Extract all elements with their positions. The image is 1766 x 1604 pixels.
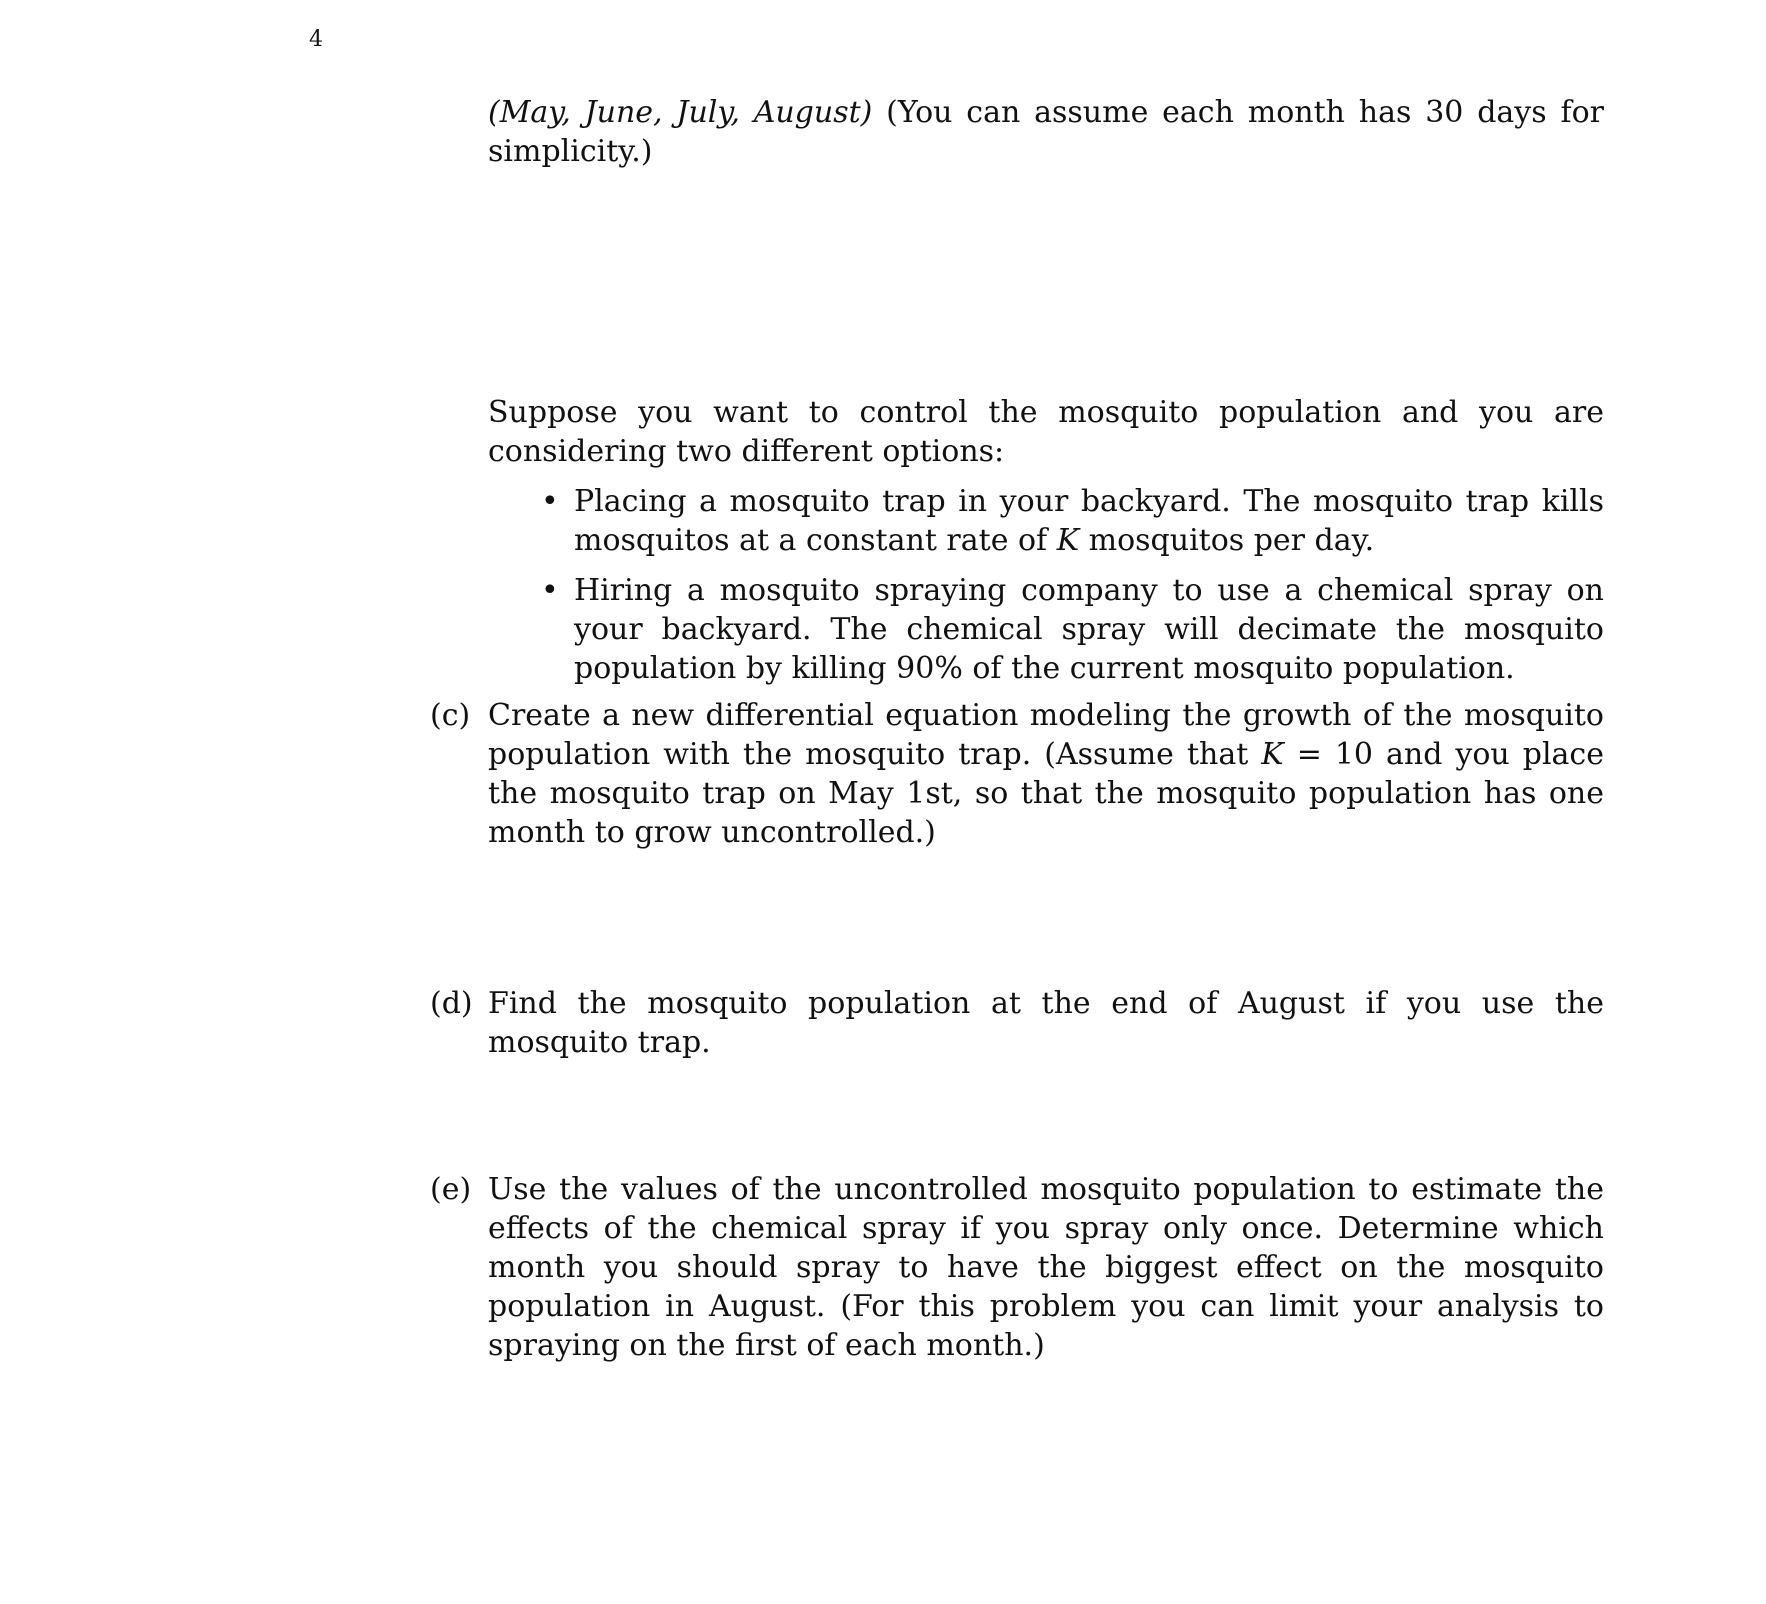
option-trap — [541, 482, 1604, 560]
variable-k: K — [1056, 523, 1080, 558]
question-c-label: (c) — [430, 698, 471, 733]
option-trap-text-before: Placing a mosquito trap in your backyard. The mosquito trap kills mosquitos at a constant rate of — [574, 484, 1604, 558]
setup-paragraph — [488, 393, 1604, 471]
bullet-icon: • — [541, 573, 559, 608]
variable-k: K — [1261, 737, 1284, 772]
option-spray — [541, 571, 1604, 688]
page-number: 4 — [309, 27, 323, 52]
question-c — [430, 696, 1604, 852]
question-c-text-after: = 10 and you place the mosquito trap on May 1st, so that the mosquito population has one month to grow uncontrolled.) — [488, 737, 1604, 850]
intro-text: (You can assume each month has 30 days for simplicity.) — [488, 95, 1604, 169]
question-c-text-before: Create a new differential equation modeling the growth of the mosquito population with the mosquito trap. (Assume that — [488, 698, 1604, 772]
option-trap-text-after: mosquitos per day. — [1079, 523, 1375, 558]
question-d-label: (d) — [430, 986, 473, 1021]
setup-text: Suppose you want to control the mosquito population and you are considering two different options: — [488, 395, 1604, 469]
question-d — [430, 984, 1604, 1062]
bullet-icon: • — [541, 484, 559, 519]
question-d-text: Find the mosquito population at the end of August if you use the mosquito trap. — [488, 986, 1604, 1060]
months-list: (May, June, July, August) — [488, 95, 873, 130]
question-e-text: Use the values of the uncontrolled mosquito population to estimate the effects of the chemical spray if you spray only once. Determine which month you should spray to have the biggest effect on the mosquito population in August. (For this problem you can limit your analysis to spraying on the first of each month.) — [488, 1172, 1604, 1363]
option-spray-text: Hiring a mosquito spraying company to use a chemical spray on your backyard. The chemical spray will decimate the mosquito population by killing 90% of the current mosquito population. — [574, 573, 1604, 686]
question-e — [430, 1170, 1604, 1365]
intro-paragraph — [488, 93, 1604, 171]
question-e-label: (e) — [430, 1172, 472, 1207]
